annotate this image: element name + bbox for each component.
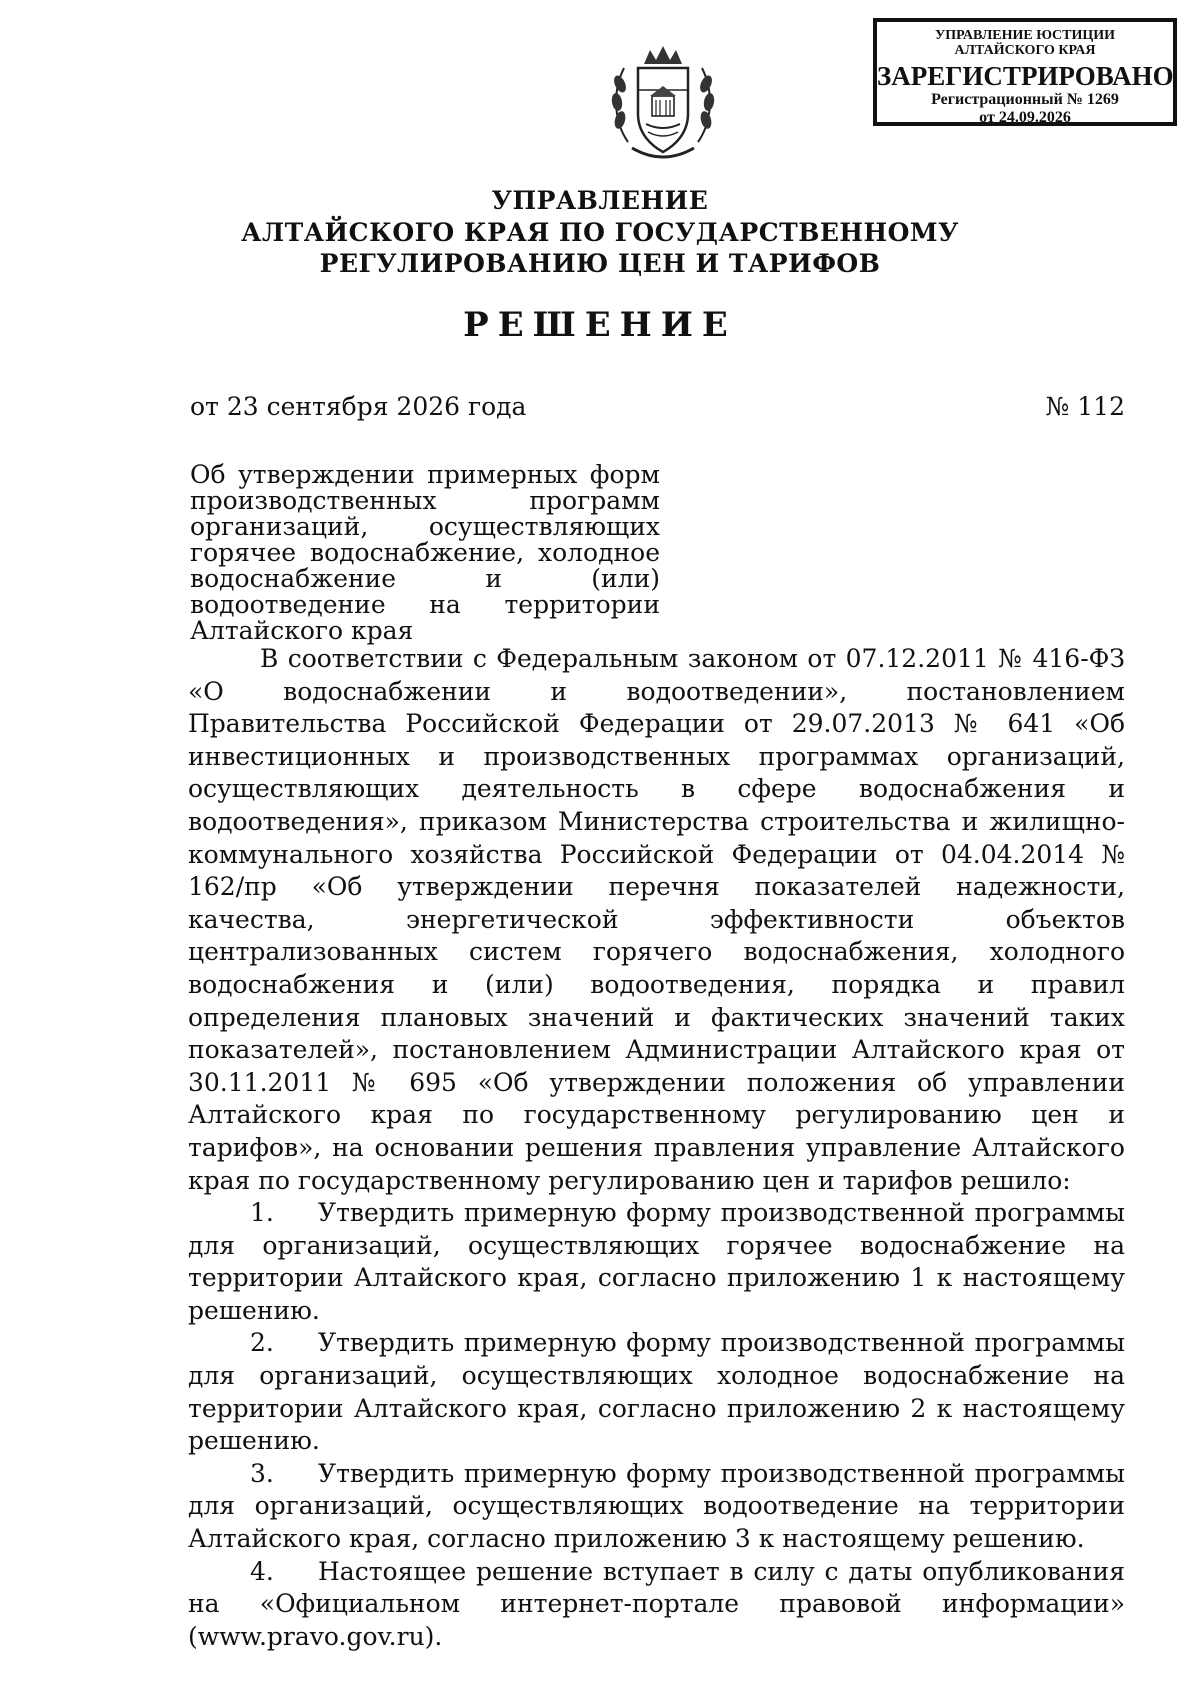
registration-stamp	[873, 18, 1177, 126]
stamp-date: от 24.09.2026	[979, 109, 1071, 127]
stamp-registration-number: Регистрационный № 1269	[931, 91, 1119, 109]
item-text: Настоящее решение вступает в силу с даты опубликования на «Официальном интернет-портале правовой информации» (www.pravo.gov.ru).	[188, 1556, 1125, 1651]
altai-coat-of-arms-icon	[608, 42, 718, 164]
item-number: 1.	[250, 1198, 274, 1228]
agency-name-line1: УПРАВЛЕНИЕ	[491, 186, 709, 215]
stamp-status: ЗАРЕГИСТРИРОВАНО	[877, 60, 1174, 91]
stamp-authority-line1: УПРАВЛЕНИЕ ЮСТИЦИИ	[935, 28, 1115, 43]
resolution-item-1	[188, 1197, 1125, 1327]
agency-name-line2: АЛТАЙСКОГО КРАЯ ПО ГОСУДАРСТВЕННОМУ	[241, 218, 959, 247]
item-text: Утвердить примерную форму производственной программы для организаций, осуществляющих водоотведение на территории Алтайского края, согласно приложению 3 к настоящему решению.	[188, 1458, 1125, 1554]
item-text: Утвердить примерную форму производственной программы для организаций, осуществляющих горячее водоснабжение на территории Алтайского края, согласно приложению 1 к настоящему решению.	[188, 1198, 1125, 1325]
item-number: 3.	[250, 1458, 274, 1488]
document-body	[188, 643, 1125, 1653]
preamble-paragraph: В соответствии с Федеральным законом от 07.12.2011 № 416-ФЗ «О водоснабжении и водоотведении», постановлением Правительства Российской Федерации от 29.07.2013 № 641 «Об инвестиционных и производственных программах организаций, осуществляющих деятельность в сфере водоснабжения и водоотведения», приказом Министерства строительства и жилищно-коммунального хозяйства Российской Федерации от 04.04.2014 № 162/пр «Об утверждении перечня показателей надежности, качества, энергетической эффективности объектов централизованных систем горячего водоснабжения, холодного водоснабжения и (или) водоотведения, порядка и правил определения плановых значений и фактических значений таких показателей», постановлением Администрации Алтайского края от 30.11.2011 № 695 «Об утверждении положения об управлении Алтайского края по государственному регулированию цен и тарифов», на основании решения правления управление Алтайского края по государственному регулированию цен и тарифов решило:	[188, 644, 1125, 1195]
document-subject: Об утверждении примерных форм производственных программ организаций, осуществляющих горячее водоснабжение, холодное водоснабжение и (или) водоотведение на территории Алтайского края	[190, 460, 660, 645]
document-number: № 112	[1045, 392, 1125, 421]
resolution-item-4	[188, 1556, 1125, 1654]
item-number: 4.	[250, 1556, 274, 1586]
item-text: Утвердить примерную форму производственной программы для организаций, осуществляющих холодное водоснабжение на территории Алтайского края, согласно приложению 2 к настоящему решению.	[188, 1328, 1125, 1456]
agency-name-line3: РЕГУЛИРОВАНИЮ ЦЕН И ТАРИФОВ	[319, 249, 881, 278]
document-date: от 23 сентября 2026 года	[190, 392, 527, 421]
resolution-item-3	[188, 1458, 1125, 1556]
document-type-title: РЕШЕНИЕ	[463, 305, 737, 345]
item-number: 2.	[250, 1328, 274, 1358]
resolution-item-2	[188, 1327, 1125, 1457]
stamp-authority-line2: АЛТАЙСКОГО КРАЯ	[954, 43, 1096, 59]
